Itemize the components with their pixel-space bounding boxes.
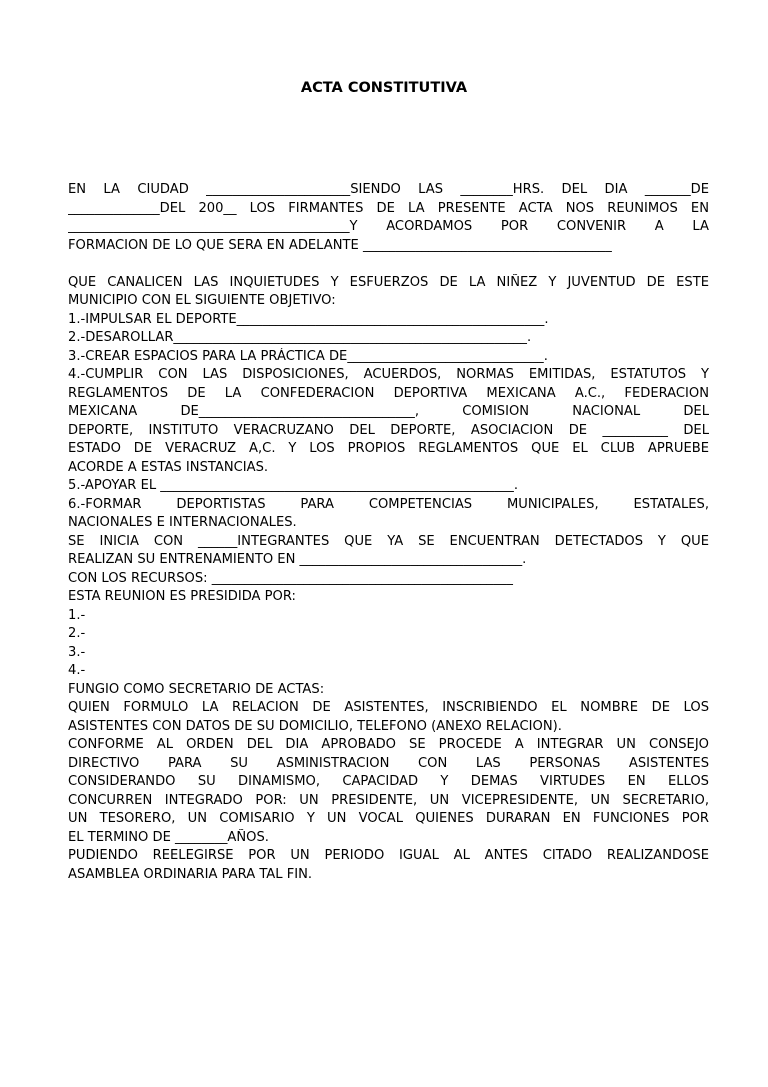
text-line: FORMACION DE LO QUE SERA EN ADELANTE ______________________________________ [68, 237, 612, 253]
text-line: 5.-APOYAR EL ______________________________________________________. [68, 478, 518, 493]
text-line: ______________DEL 200__ LOS FIRMANTES DE LA PRESENTE ACTA NOS REUNIMOS EN [68, 200, 709, 216]
text-line: 4.-CUMPLIR CON LAS DISPOSICIONES, ACUERDOS, NORMAS EMITIDAS, ESTATUTOS Y [68, 367, 709, 382]
text-line: PUDIENDO REELEGIRSE POR UN PERIODO IGUAL AL ANTES CITADO REALIZANDOSE [68, 848, 709, 863]
text-line: 1.-IMPULSAR EL DEPORTE_______________________________________________. [68, 311, 549, 327]
text-line: CON LOS RECURSOS: ______________________________________________ [68, 570, 513, 586]
text-line: NACIONALES E INTERNACIONALES. [68, 515, 297, 530]
text-line: REALIZAN SU ENTRENAMIENTO EN __________________________________. [68, 552, 527, 567]
text-line: DEPORTE, INSTITUTO VERACRUZANO DEL DEPORTE, ASOCIACION DE __________ DEL [68, 422, 709, 438]
text-line: FUNGIO COMO SECRETARIO DE ACTAS: [68, 681, 325, 697]
text-line: QUIEN FORMULO LA RELACION DE ASISTENTES, INSCRIBIENDO EL NOMBRE DE LOS [68, 700, 709, 715]
text-line: 2.-DESAROLLAR______________________________________________________. [68, 330, 532, 345]
text-line: DIRECTIVO PARA SU ASMINISTRACION CON LAS PERSONAS ASISTENTES [68, 755, 709, 771]
text-line: SE INICIA CON ______INTEGRANTES QUE YA SE ENCUENTRAN DETECTADOS Y QUE [68, 533, 709, 549]
text-line: ESTADO DE VERACRUZ A,C. Y LOS PROPIOS REGLAMENTOS QUE EL CLUB APRUEBE [68, 441, 709, 456]
text-line: ASISTENTES CON DATOS DE SU DOMICILIO, TELEFONO (ANEXO RELACION). [68, 718, 562, 734]
text-line: EN LA CIUDAD ______________________SIENDO LAS ________HRS. DEL DIA _______DE [68, 182, 709, 197]
text-line: MEXICANA DE_________________________________, COMISION NACIONAL DEL [68, 404, 709, 419]
text-line: ACORDE A ESTAS INSTANCIAS. [68, 459, 269, 475]
text-line: CONSIDERANDO SU DINAMISMO, CAPACIDAD Y DEMAS VIRTUDES EN ELLOS [68, 774, 709, 789]
text-line: 1.- [68, 607, 86, 623]
text-line: MUNICIPIO CON EL SIGUIENTE OBJETIVO: [68, 293, 336, 308]
document-body [68, 181, 709, 884]
text-line: UN TESORERO, UN COMISARIO Y UN VOCAL QUIENES DURARAN EN FUNCIONES POR [68, 811, 709, 826]
text-line: QUE CANALICEN LAS INQUIETUDES Y ESFUERZOS DE LA NIÑEZ Y JUVENTUD DE ESTE [68, 274, 709, 290]
paragraph-spacer [68, 255, 709, 274]
text-line: 3.- [68, 644, 86, 660]
text-line: EL TERMINO DE ________AÑOS. [68, 829, 269, 845]
text-line: ___________________________________________Y ACORDAMOS POR CONVENIR A LA [68, 219, 709, 234]
text-line: ASAMBLEA ORDINARIA PARA TAL FIN. [68, 866, 313, 882]
text-line: CONCURREN INTEGRADO POR: UN PRESIDENTE, UN VICEPRESIDENTE, UN SECRETARIO, [68, 792, 709, 808]
text-line: ESTA REUNION ES PRESIDIDA POR: [68, 589, 296, 604]
text-line: 3.-CREAR ESPACIOS PARA LA PRÁCTICA DE______________________________. [68, 348, 548, 364]
text-line: 6.-FORMAR DEPORTISTAS PARA COMPETENCIAS MUNICIPALES, ESTATALES, [68, 496, 709, 512]
text-line: 2.- [68, 626, 86, 641]
document-title: ACTA CONSTITUTIVA [300, 80, 468, 96]
text-line: REGLAMENTOS DE LA CONFEDERACION DEPORTIVA MEXICANA A.C., FEDERACION [68, 385, 709, 401]
text-line: CONFORME AL ORDEN DEL DIA APROBADO SE PROCEDE A INTEGRAR UN CONSEJO [68, 737, 709, 752]
text-line: 4.- [68, 663, 86, 678]
